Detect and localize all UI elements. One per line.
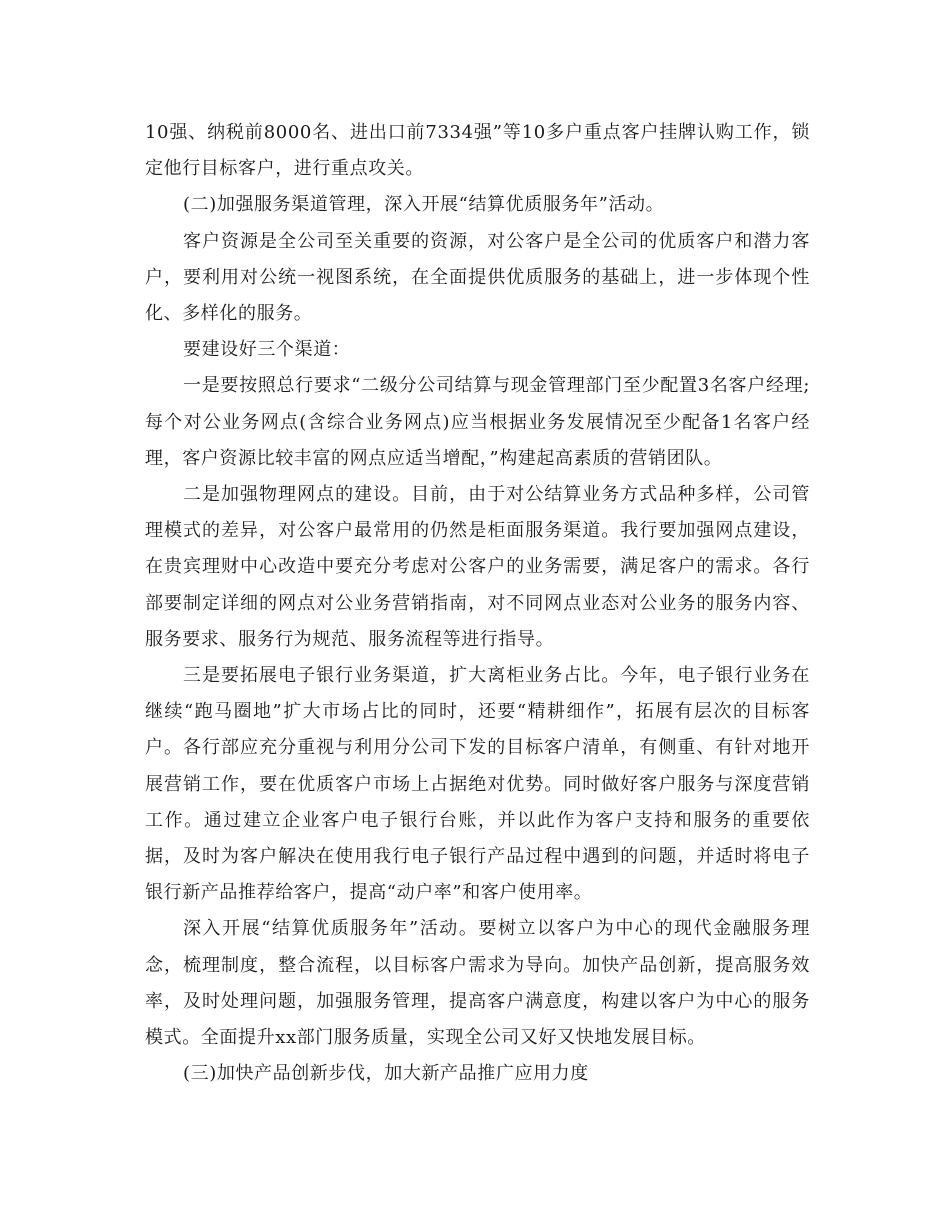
paragraph-channel-two: 二是加强物理网点的建设。目前，由于对公结算业务方式品种多样，公司管理模式的差异，对公客户最常用的仍然是柜面服务渠道。我行要加强网点建设，在贵宾理财中心改造中要充分考虑对公客户的业务需要，满足客户的需求。各行部要制定详细的网点对公业务营销指南，对不同网点业态对公业务的服务内容、服务要求、服务行为规范、服务流程等进行指导。 — [145, 484, 810, 650]
paragraph-channel-one: 一是要按照总行要求“二级分公司结算与现金管理部门至少配置3名客户经理;每个对公业务网点(含综合业务网点)应当根据业务发展情况至少配备1名客户经理，客户资源比较丰富的网点应适当增配，”构建起高素质的营销团队。 — [145, 375, 810, 469]
section-heading-3: (三)加快产品创新步伐，加大新产品推广应用力度 — [183, 1063, 589, 1085]
section-heading-2: (二)加强服务渠道管理，深入开展“结算优质服务年”活动。 — [183, 194, 665, 216]
paragraph-three-channels: 要建设好三个渠道： — [183, 339, 351, 361]
paragraph-channel-three: 三是要拓展电子银行业务渠道，扩大离柜业务占比。今年，电子银行业务在继续“跑马圈地”扩大市场占比的同时，还要“精耕细作”，拓展有层次的目标客户。各行部应充分重视与利用分公司下发的目标客户清单，有侧重、有针对地开展营销工作，要在优质客户市场上占据绝对优势。同时做好客户服务与深度营销工作。通过建立企业客户电子银行台账，并以此作为客户支持和服务的重要依据，及时为客户解决在使用我行电子银行产品过程中遇到的问题，并适时将电子银行新产品推荐给客户，提高“动户率”和客户使用率。 — [145, 665, 810, 904]
document-body — [145, 115, 810, 1092]
paragraph-continuation: 10强、纳税前8000名、进出口前7334强”等10多户重点客户挂牌认购工作，锁定他行目标客户，进行重点攻关。 — [145, 122, 810, 180]
paragraph-service-year: 深入开展“结算优质服务年”活动。要树立以客户为中心的现代金融服务理念，梳理制度，整合流程，以目标客户需求为导向。加快产品创新，提高服务效率，及时处理问题，加强服务管理，提高客户满意度，构建以客户为中心的服务模式。全面提升xx部门服务质量，实现全公司又好又快地发展目标。 — [145, 918, 810, 1049]
paragraph-customer-resources: 客户资源是全公司至关重要的资源，对公客户是全公司的优质客户和潜力客户，要利用对公统一视图系统，在全面提供优质服务的基础上，进一步体现个性化、多样化的服务。 — [145, 230, 810, 325]
